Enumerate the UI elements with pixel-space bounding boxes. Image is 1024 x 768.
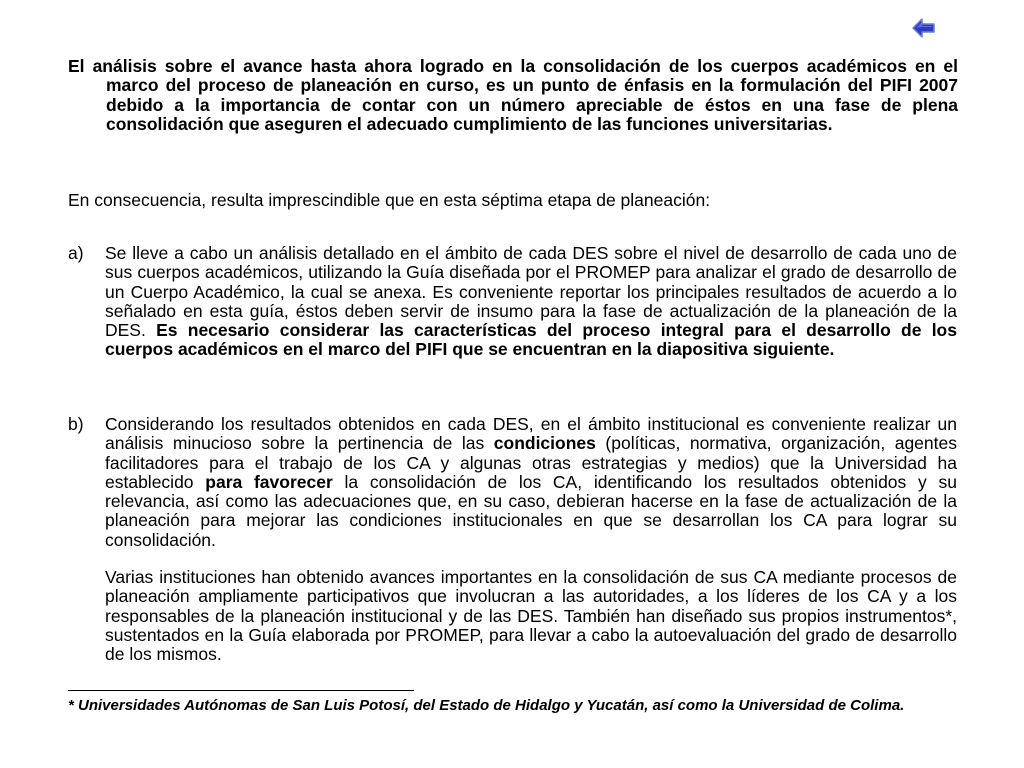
- list-item-b: [68, 415, 958, 685]
- item-a-emphasis: Es necesario considerar las características del proceso integral para el desarrollo de los cuerpos académicos en el marco del PIFI que se encuentran en la diapositiva siguiente.: [105, 320, 957, 360]
- list-marker-a: a): [68, 243, 84, 263]
- item-b-bold-favor: para favorecer: [205, 471, 333, 492]
- item-b-text-3: la consolidación de los CA, identificando los resultados obtenidos y su relevancia, así como las adecuaciones que, en su caso, debieran hacerse en la fase de actualización de la planeación para mejorar las condiciones institucionales en que se desarrollan los CA para lograr su consolidación.: [105, 471, 957, 550]
- footnote: * Universidades Autónomas de San Luis Potosí, del Estado de Hidalgo y Yucatán, así como la Universidad de Colima.: [68, 697, 905, 714]
- list-item-a: [68, 244, 958, 384]
- item-a-text: Se lleve a cabo un análisis detallado en el ámbito de cada DES sobre el nivel de desarrollo de cada uno de sus cuerpos académicos, utilizando la Guía diseñada por el PROMEP para analizar el grado de desarrollo de un Cuerpo Académico, la cual se anexa. Es conveniente reportar los principales resultados de acuerdo a lo señalado en esta guía, éstos deben servir de insumo para la fase de actualización de la planeación de la DES.: [105, 243, 957, 341]
- list-item-a-body: [105, 244, 957, 360]
- item-b-subparagraph: Varias instituciones han obtenido avances importantes en la consolidación de sus CA mediante procesos de planeación ampliamente participativos que involucran a las autoridades, a los líderes de los CA y a los responsables de la planeación institucional y de las DES. También han diseñado sus propios instrumentos*, sustentados en la Guía elaborada por PROMEP, para llevar a cabo la autoevaluación del grado de desarrollo de los mismos.: [105, 567, 957, 665]
- item-b-bold-conditions: condiciones: [493, 433, 596, 454]
- back-button[interactable]: [912, 17, 936, 39]
- item-b-text-2: (políticas, normativa, organización, agentes facilitadores para el trabajo de los CA y algunas otras estrategias y medios) que la Universidad ha establecido: [105, 433, 957, 492]
- item-b-text-1: Considerando los resultados obtenidos en cada DES, en el ámbito institucional es conveniente realizar un análisis minucioso sobre la pertinencia de las: [105, 414, 957, 454]
- lead-paragraph: En consecuencia, resulta imprescindible que en esta séptima etapa de planeación:: [68, 190, 711, 210]
- list-item-b-body: [105, 415, 957, 665]
- list-marker-b: b): [68, 414, 84, 434]
- intro-paragraph: El análisis sobre el avance hasta ahora logrado en la consolidación de los cuerpos académicos en el marco del proceso de planeación en curso, es un punto de énfasis en la formulación del PIFI 2007 debido a la importancia de contar con un número apreciable de éstos en una fase de plena consolidación que aseguren el adecuado cumplimiento de las funciones universitarias.: [68, 56, 958, 134]
- item-b-paragraph: [105, 415, 957, 550]
- footnote-divider: [68, 690, 414, 691]
- back-arrow-icon: [912, 17, 936, 39]
